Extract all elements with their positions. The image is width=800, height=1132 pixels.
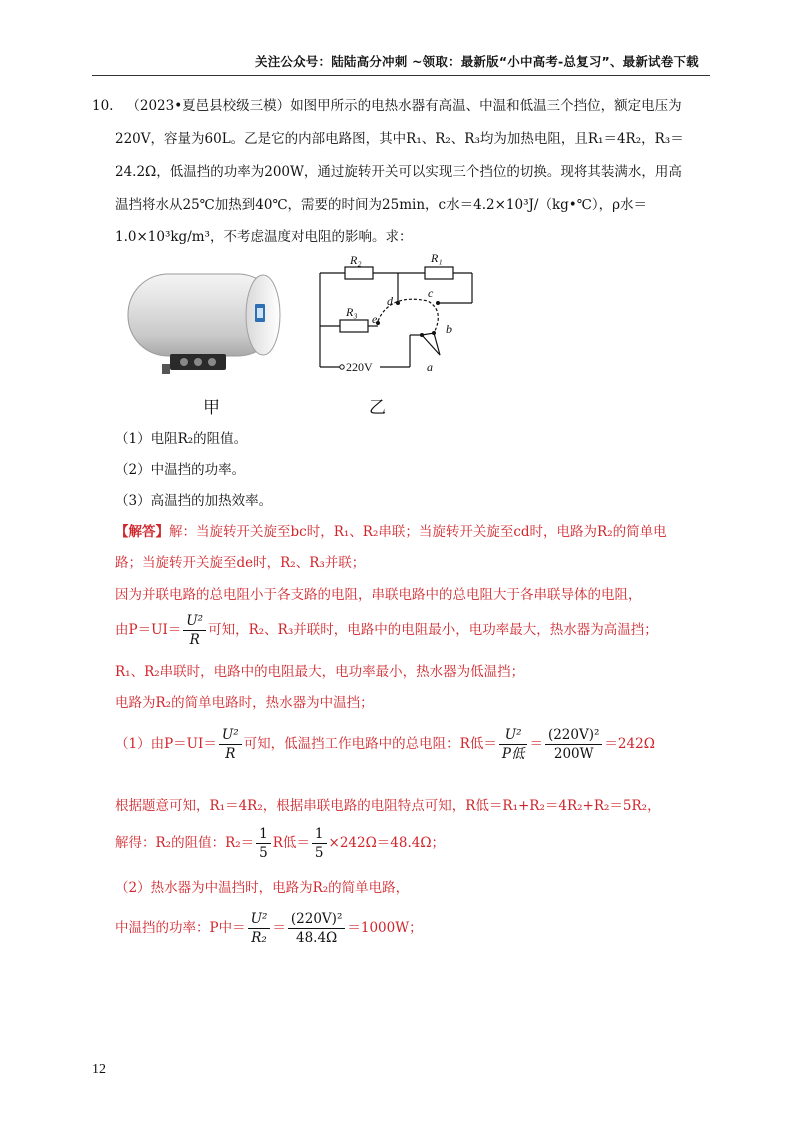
solution-tag: 【解答】 — [115, 524, 169, 540]
question-1: （1）电阻R₂的阻值。 — [115, 431, 248, 447]
label-a: a — [427, 360, 433, 374]
solution-line-11: 中温挡的功率：P中＝ $\frac{\text{U²}}{\text{R₂}}$ ＝ $\frac{\text{(220V)²}}{48.4\Omega}$ ＝1000W； — [115, 911, 423, 946]
problem-line-2: 220V，容量为60L。乙是它的内部电路图，其中R₁、R₂、R₃均为加热电阻，且R₁＝4R₂，R₃＝ — [115, 131, 684, 147]
solution-line-1: 【解答】解：当旋转开关旋至bc时，R₁、R₂串联；当旋转开关旋至cd时，电路为R₂的简单电 — [115, 524, 667, 540]
solution-line-8: 根据题意可知，R₁＝4R₂，根据串联电路的电阻特点可知，R低＝R₁+R₂＝4R₂+R₂＝5R₂， — [115, 798, 661, 814]
solution-line-10: （2）热水器为中温挡时，电路为R₂的简单电路， — [115, 880, 410, 896]
problem-line-4: 温挡将水从25℃加热到40℃，需要的时间为25min，c水＝4.2×10³J/（kg•℃），ρ水＝ — [115, 197, 648, 213]
solution-line-5: R₁、R₂串联时，电路中的电阻最大，电功率最小，热水器为低温挡； — [115, 664, 525, 680]
resistor-r3 — [340, 320, 368, 332]
label-voltage: 220V — [346, 360, 373, 374]
header-divider — [92, 75, 710, 76]
solution-line-9: 解得：R₂的阻值：R₂＝ $\frac{1}{5}$ R低＝ $\frac{1}{5}$ ×242Ω＝48.4Ω； — [115, 826, 446, 861]
label-c: c — [428, 286, 434, 300]
resistor-r1 — [425, 267, 453, 279]
solution-line-3: 因为并联电路的总电阻小于各支路的电阻，串联电路中的总电阻大于各串联导体的电阻， — [115, 587, 642, 603]
problem-number: 10. — [92, 98, 114, 114]
label-r3: R₃ — [346, 305, 358, 319]
page-header: 关注公众号：陆陆高分冲刺 ~领取：最新版“小中高考-总复习”、最新试卷下载 — [255, 54, 699, 69]
label-e: e — [372, 312, 378, 326]
problem-source: （2023•夏邑县校级三模） — [126, 98, 291, 114]
problem-line-3: 24.2Ω，低温挡的功率为200W，通过旋转开关可以实现三个挡位的切换。现将其装满水，用高 — [115, 164, 682, 180]
problem-line-1: 10. （2023•夏邑县校级三模）如图甲所示的电热水器有高温、中温和低温三个挡位，额定电压为 — [92, 98, 682, 114]
label-b: b — [446, 322, 452, 336]
circuit-diagram — [310, 243, 490, 388]
label-r1: R₁ — [431, 251, 443, 265]
solution-line-2: 路；当旋转开关旋至de时，R₂、R₃并联； — [115, 555, 366, 571]
solution-line-6: 电路为R₂的简单电路时，热水器为中温挡； — [115, 695, 374, 711]
fraction-u2-over-r: $\frac{\text{U²}}{R}$ — [183, 612, 206, 649]
label-d: d — [387, 294, 393, 308]
resistor-r2 — [345, 267, 373, 279]
solution-line-7: （1）由P＝UI＝ $\frac{\text{U²}}{R}$ 可知，低温挡工作电路中的总电阻：R低＝ $\frac{\text{U²}}{\text{P低}}$ ＝ $\frac{\text{(220V)²}}{200W}$ ＝242Ω — [115, 727, 655, 762]
page-number: 12 — [92, 1062, 106, 1077]
figure-caption-a: 甲 — [203, 398, 220, 418]
problem-line-5: 1.0×10³kg/m³，不考虑温度对电阻的影响。求： — [115, 229, 413, 245]
water-heater-image — [118, 268, 288, 380]
label-r2: R₂ — [350, 253, 362, 267]
figure-caption-b: 乙 — [369, 398, 386, 418]
question-3: （3）高温挡的加热效率。 — [115, 493, 273, 509]
solution-line-4: 由P＝UI＝ $\frac{\text{U²}}{R}$ 可知，R₂、R₃并联时，电路中的电阻最小，电功率最大，热水器为高温挡； — [115, 613, 658, 648]
question-2: （2）中温挡的功率。 — [115, 462, 246, 478]
